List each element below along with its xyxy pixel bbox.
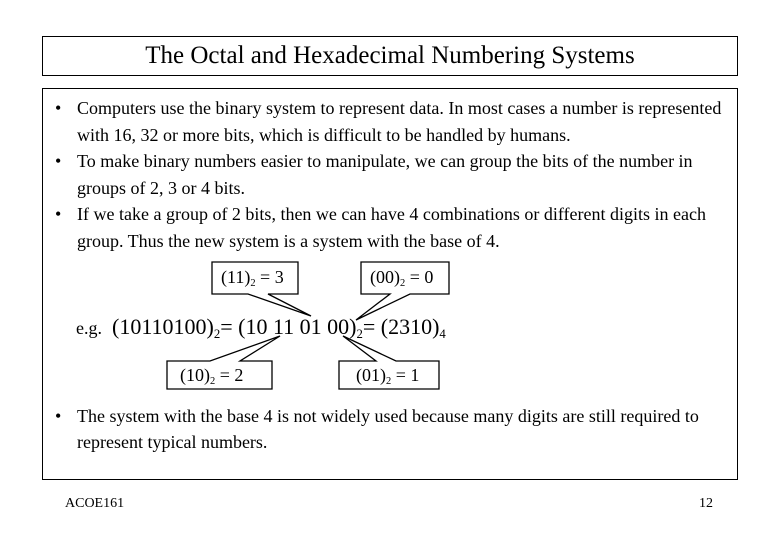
bullet-dot: • (55, 98, 62, 118)
example-prefix: e.g. (76, 318, 102, 338)
bullet-dot: • (55, 151, 62, 171)
callout-00: $(00)_2 = 0$ (370, 267, 434, 290)
base4-result: = (2310) (362, 314, 440, 339)
callout-10: $(10)_2 = 2$ (180, 365, 244, 388)
footer-page-number: 12 (699, 496, 713, 511)
bullet-dot: • (55, 204, 62, 224)
bullet-text: If we take a group of 2 bits, then we can have 4 combinations or different digits in each group. Thus the new system is a system with the base of 4. (77, 204, 706, 251)
slide-title-text: The Octal and Hexadecimal Numbering Systems (145, 42, 635, 69)
grouped-number: = (10 11 01 00) (220, 314, 357, 339)
binary-number: (10110100) (112, 314, 214, 339)
bullet-text: To make binary numbers easier to manipulate, we can group the bits of the number in groups of 2, 3 or 4 bits. (77, 151, 693, 198)
bullet-text: Computers use the binary system to represent data. In most cases a number is represented with 16, 32 or more bits, which is difficult to be handled by humans. (77, 98, 722, 145)
binary-base: 2 (213, 326, 221, 341)
footer-course: ACOE161 (65, 496, 125, 511)
result-base: 4 (439, 326, 446, 341)
callout-11: $(11)_2 = 3$ (221, 267, 284, 290)
callout-01: $(01)_2 = 1$ (356, 365, 420, 388)
bullet-text: The system with the base 4 is not widely used because many digits are still required to represent typical numbers. (77, 406, 699, 452)
bullet-dot: • (55, 406, 62, 426)
grouped-base: 2 (356, 326, 363, 341)
